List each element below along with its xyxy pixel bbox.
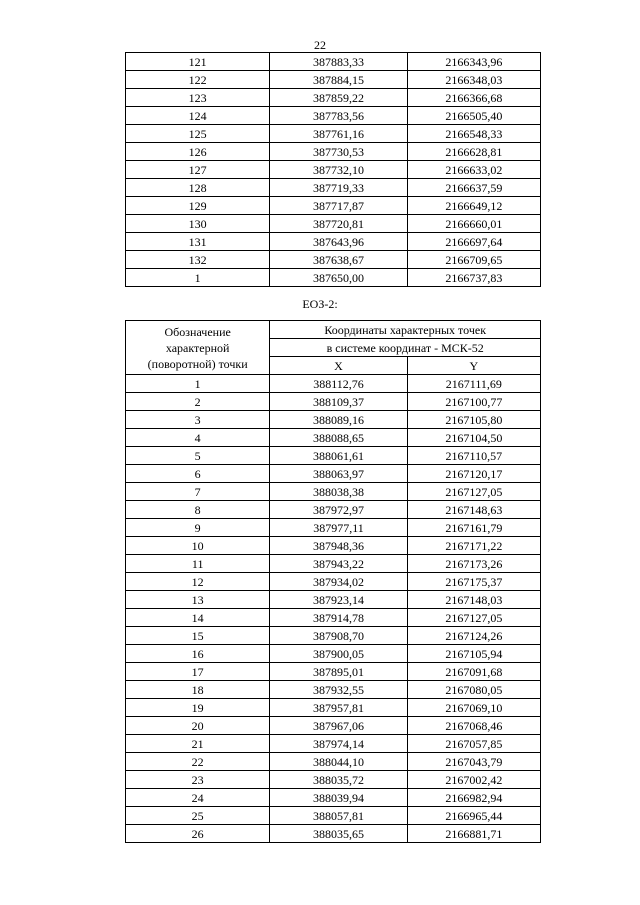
- page-number: 22: [314, 38, 326, 52]
- point-number-cell: 10: [126, 537, 270, 555]
- y-coordinate-cell: 2167105,80: [407, 411, 540, 429]
- point-number-cell: 19: [126, 699, 270, 717]
- table-row: [126, 771, 541, 789]
- y-coordinate-cell: 2166548,33: [407, 125, 540, 143]
- header-point-line1: Обозначение: [164, 324, 231, 339]
- x-coordinate-cell: 387948,36: [270, 537, 407, 555]
- table-row: [126, 447, 541, 465]
- table-row: [126, 555, 541, 573]
- x-coordinate-cell: 388039,94: [270, 789, 407, 807]
- x-coordinate-cell: 387957,81: [270, 699, 407, 717]
- point-number-cell: 23: [126, 771, 270, 789]
- header-point-designation: [126, 321, 270, 375]
- x-coordinate-cell: 387643,96: [270, 233, 407, 251]
- table-row: [126, 519, 541, 537]
- point-number-cell: 131: [126, 233, 270, 251]
- point-number-cell: 125: [126, 125, 270, 143]
- x-coordinate-cell: 387761,16: [270, 125, 407, 143]
- header-x: X: [270, 357, 407, 375]
- table-row: [126, 825, 541, 843]
- header-coords-line1: Координаты характерных точек: [270, 321, 541, 339]
- x-coordinate-cell: 387650,00: [270, 269, 407, 287]
- y-coordinate-cell: 2167127,05: [407, 483, 540, 501]
- table-row: [126, 233, 541, 251]
- y-coordinate-cell: 2166709,65: [407, 251, 540, 269]
- x-coordinate-cell: 387732,10: [270, 161, 407, 179]
- x-coordinate-cell: 388089,16: [270, 411, 407, 429]
- x-coordinate-cell: 387943,22: [270, 555, 407, 573]
- x-coordinate-cell: 387883,33: [270, 53, 407, 71]
- y-coordinate-cell: 2167127,05: [407, 609, 540, 627]
- table-row: [126, 375, 541, 393]
- header-coords-line2: в системе координат - МСК-52: [270, 339, 541, 357]
- x-coordinate-cell: 387934,02: [270, 573, 407, 591]
- table-row: [126, 717, 541, 735]
- x-coordinate-cell: 387908,70: [270, 627, 407, 645]
- point-number-cell: 130: [126, 215, 270, 233]
- x-coordinate-cell: 388035,72: [270, 771, 407, 789]
- x-coordinate-cell: 387730,53: [270, 143, 407, 161]
- coordinates-table-eoz2: [125, 320, 541, 843]
- x-coordinate-cell: 387719,33: [270, 179, 407, 197]
- x-coordinate-cell: 387859,22: [270, 89, 407, 107]
- header-row: [126, 321, 541, 339]
- point-number-cell: 17: [126, 663, 270, 681]
- table-row: [126, 179, 541, 197]
- table-row: [126, 393, 541, 411]
- coordinates-table-continuation: [125, 52, 541, 287]
- y-coordinate-cell: 2167175,37: [407, 573, 540, 591]
- point-number-cell: 3: [126, 411, 270, 429]
- y-coordinate-cell: 2167080,05: [407, 681, 540, 699]
- y-coordinate-cell: 2167069,10: [407, 699, 540, 717]
- point-number-cell: 9: [126, 519, 270, 537]
- point-number-cell: 11: [126, 555, 270, 573]
- point-number-cell: 18: [126, 681, 270, 699]
- point-number-cell: 24: [126, 789, 270, 807]
- x-coordinate-cell: 388063,97: [270, 465, 407, 483]
- y-coordinate-cell: 2167057,85: [407, 735, 540, 753]
- x-coordinate-cell: 387720,81: [270, 215, 407, 233]
- table-row: [126, 125, 541, 143]
- y-coordinate-cell: 2167111,69: [407, 375, 540, 393]
- y-coordinate-cell: 2167002,42: [407, 771, 540, 789]
- y-coordinate-cell: 2167068,46: [407, 717, 540, 735]
- section-title: ЕОЗ-2:: [302, 297, 338, 311]
- table-row: [126, 699, 541, 717]
- table-row: [126, 501, 541, 519]
- table-row: [126, 143, 541, 161]
- point-number-cell: 7: [126, 483, 270, 501]
- x-coordinate-cell: 387972,97: [270, 501, 407, 519]
- x-coordinate-cell: 387914,78: [270, 609, 407, 627]
- point-number-cell: 16: [126, 645, 270, 663]
- x-coordinate-cell: 388038,38: [270, 483, 407, 501]
- point-number-cell: 13: [126, 591, 270, 609]
- y-coordinate-cell: 2166505,40: [407, 107, 540, 125]
- point-number-cell: 15: [126, 627, 270, 645]
- eoz2-table-body: [126, 375, 541, 843]
- x-coordinate-cell: 387967,06: [270, 717, 407, 735]
- y-coordinate-cell: 2167173,26: [407, 555, 540, 573]
- y-coordinate-cell: 2166637,59: [407, 179, 540, 197]
- point-number-cell: 129: [126, 197, 270, 215]
- table-row: [126, 107, 541, 125]
- y-coordinate-cell: 2166633,02: [407, 161, 540, 179]
- table-row: [126, 71, 541, 89]
- y-coordinate-cell: 2167105,94: [407, 645, 540, 663]
- point-number-cell: 25: [126, 807, 270, 825]
- point-number-cell: 1: [126, 269, 270, 287]
- y-coordinate-cell: 2166881,71: [407, 825, 540, 843]
- table-row: [126, 483, 541, 501]
- table-row: [126, 663, 541, 681]
- table-row: [126, 789, 541, 807]
- point-number-cell: 127: [126, 161, 270, 179]
- y-coordinate-cell: 2166660,01: [407, 215, 540, 233]
- y-coordinate-cell: 2167124,26: [407, 627, 540, 645]
- table-row: [126, 573, 541, 591]
- x-coordinate-cell: 387638,67: [270, 251, 407, 269]
- y-coordinate-cell: 2166649,12: [407, 197, 540, 215]
- table-row: [126, 251, 541, 269]
- point-number-cell: 2: [126, 393, 270, 411]
- y-coordinate-cell: 2166343,96: [407, 53, 540, 71]
- table-row: [126, 89, 541, 107]
- point-number-cell: 6: [126, 465, 270, 483]
- y-coordinate-cell: 2167161,79: [407, 519, 540, 537]
- x-coordinate-cell: 388109,37: [270, 393, 407, 411]
- point-number-cell: 124: [126, 107, 270, 125]
- y-coordinate-cell: 2166737,83: [407, 269, 540, 287]
- point-number-cell: 121: [126, 53, 270, 71]
- y-coordinate-cell: 2167148,63: [407, 501, 540, 519]
- header-point-line2: характерной: [165, 340, 230, 355]
- x-coordinate-cell: 388044,10: [270, 753, 407, 771]
- y-coordinate-cell: 2166348,03: [407, 71, 540, 89]
- point-number-cell: 4: [126, 429, 270, 447]
- point-number-cell: 128: [126, 179, 270, 197]
- y-coordinate-cell: 2167148,03: [407, 591, 540, 609]
- point-number-cell: 22: [126, 753, 270, 771]
- y-coordinate-cell: 2167104,50: [407, 429, 540, 447]
- point-number-cell: 123: [126, 89, 270, 107]
- table-row: [126, 429, 541, 447]
- table-row: [126, 645, 541, 663]
- y-coordinate-cell: 2167100,77: [407, 393, 540, 411]
- y-coordinate-cell: 2167043,79: [407, 753, 540, 771]
- x-coordinate-cell: 388035,65: [270, 825, 407, 843]
- point-number-cell: 1: [126, 375, 270, 393]
- x-coordinate-cell: 387783,56: [270, 107, 407, 125]
- table-row: [126, 161, 541, 179]
- x-coordinate-cell: 388057,81: [270, 807, 407, 825]
- continuation-table-body: [126, 53, 541, 287]
- table-row: [126, 735, 541, 753]
- table-row: [126, 53, 541, 71]
- x-coordinate-cell: 387717,87: [270, 197, 407, 215]
- point-number-cell: 14: [126, 609, 270, 627]
- table-row: [126, 609, 541, 627]
- header-point-line3: (поворотной) точки: [147, 356, 248, 371]
- y-coordinate-cell: 2166366,68: [407, 89, 540, 107]
- x-coordinate-cell: 387884,15: [270, 71, 407, 89]
- point-number-cell: 5: [126, 447, 270, 465]
- x-coordinate-cell: 387932,55: [270, 681, 407, 699]
- y-coordinate-cell: 2167091,68: [407, 663, 540, 681]
- point-number-cell: 122: [126, 71, 270, 89]
- table-row: [126, 807, 541, 825]
- table-row: [126, 411, 541, 429]
- table-row: [126, 537, 541, 555]
- point-number-cell: 126: [126, 143, 270, 161]
- table-row: [126, 269, 541, 287]
- y-coordinate-cell: 2166982,94: [407, 789, 540, 807]
- x-coordinate-cell: 388088,65: [270, 429, 407, 447]
- x-coordinate-cell: 387895,01: [270, 663, 407, 681]
- y-coordinate-cell: 2167171,22: [407, 537, 540, 555]
- x-coordinate-cell: 388061,61: [270, 447, 407, 465]
- y-coordinate-cell: 2166965,44: [407, 807, 540, 825]
- x-coordinate-cell: 387974,14: [270, 735, 407, 753]
- x-coordinate-cell: 387977,11: [270, 519, 407, 537]
- point-number-cell: 21: [126, 735, 270, 753]
- table-row: [126, 681, 541, 699]
- point-number-cell: 12: [126, 573, 270, 591]
- x-coordinate-cell: 387900,05: [270, 645, 407, 663]
- y-coordinate-cell: 2166628,81: [407, 143, 540, 161]
- point-number-cell: 20: [126, 717, 270, 735]
- y-coordinate-cell: 2167120,17: [407, 465, 540, 483]
- point-number-cell: 8: [126, 501, 270, 519]
- header-y: Y: [407, 357, 540, 375]
- table-row: [126, 591, 541, 609]
- x-coordinate-cell: 387923,14: [270, 591, 407, 609]
- y-coordinate-cell: 2166697,64: [407, 233, 540, 251]
- table-row: [126, 197, 541, 215]
- table-row: [126, 627, 541, 645]
- table-row: [126, 215, 541, 233]
- y-coordinate-cell: 2167110,57: [407, 447, 540, 465]
- table-row: [126, 753, 541, 771]
- x-coordinate-cell: 388112,76: [270, 375, 407, 393]
- point-number-cell: 26: [126, 825, 270, 843]
- point-number-cell: 132: [126, 251, 270, 269]
- table-row: [126, 465, 541, 483]
